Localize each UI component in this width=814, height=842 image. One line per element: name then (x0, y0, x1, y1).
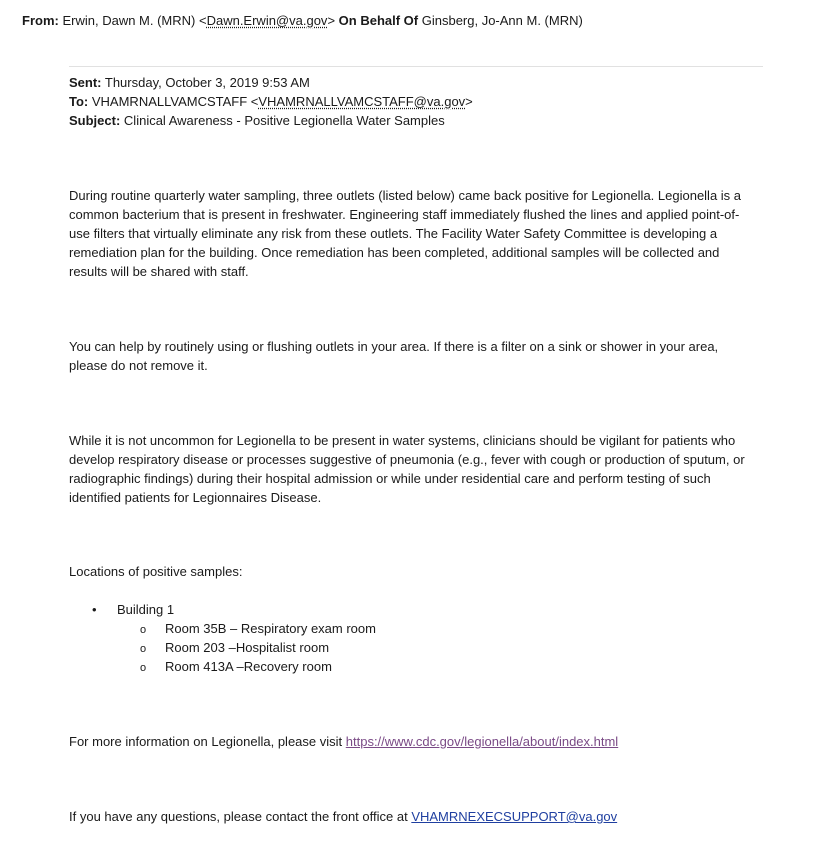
subject-row (69, 111, 473, 130)
paragraph-sampling: During routine quarterly water sampling, three outlets (listed below) came back positive for Legionella. Legionella is a common bacterium that is present in freshwater. Engineering staff immediately flushed the lines and applied point-of-use filters that virtually eliminate any risk from these outlets. The Facility Water Safety Committee is developing a remediation plan for the building. Once remediation has been completed, additional samples will be collected and results will be shared with staff. (69, 188, 742, 279)
sent-value: Thursday, October 3, 2019 9:53 AM (104, 75, 310, 90)
sent-row (69, 73, 473, 92)
circle-bullet-icon: o (140, 624, 147, 636)
from-label: From: (22, 13, 59, 28)
room-label: Room 203 –Hospitalist room (165, 640, 330, 655)
from-email-close: > (327, 13, 336, 28)
to-email[interactable]: VHAMRNALLVAMCSTAFF@va.gov (258, 94, 466, 109)
to-name: VHAMRNALLVAMCSTAFF < (91, 94, 259, 109)
circle-bullet-icon: o (140, 643, 147, 655)
room-item (140, 657, 332, 678)
from-email[interactable]: Dawn.Erwin@va.gov (206, 13, 328, 28)
to-email-close: > (465, 94, 473, 109)
email-headers (69, 73, 473, 130)
exec-support-email-link[interactable]: VHAMRNEXECSUPPORT@va.gov (411, 809, 618, 824)
subject-value: Clinical Awareness - Positive Legionella Water Samples (123, 113, 445, 128)
header-divider (69, 66, 763, 67)
building-label: Building 1 (117, 602, 175, 617)
from-name: Erwin, Dawn M. (MRN) < (62, 13, 207, 28)
circle-bullet-icon: o (140, 662, 147, 674)
more-info-line (69, 732, 759, 751)
paragraph-help: You can help by routinely using or flushing outlets in your area. If there is a filter on a sink or shower in your area, please do not remove it. (69, 339, 719, 373)
to-label: To: (69, 94, 89, 109)
paragraph-clinicians: While it is not uncommon for Legionella to be present in water systems, clinicians should be vigilant for patients who develop respiratory disease or processes suggestive of pneumonia (e.g., fever with cough or production of sputum, or radiographic findings) during their hospital admission or while under residential care and perform testing of such identified patients for Legionnaires Disease. (69, 433, 745, 505)
to-row (69, 92, 473, 111)
subject-label: Subject: (69, 113, 121, 128)
from-line (22, 12, 583, 29)
room-item (140, 619, 376, 640)
room-label: Room 413A –Recovery room (165, 659, 332, 674)
cdc-link[interactable]: https://www.cdc.gov/legionella/about/index.html (345, 734, 619, 749)
bullet-dot-icon: • (92, 602, 97, 617)
on-behalf-label: On Behalf Of (338, 13, 419, 28)
locations-heading: Locations of positive samples: (69, 564, 243, 579)
more-info-text: For more information on Legionella, please visit (69, 734, 346, 749)
contact-line (69, 807, 759, 826)
on-behalf-name: Ginsberg, Jo-Ann M. (MRN) (421, 13, 583, 28)
sent-label: Sent: (69, 75, 102, 90)
building-bullet (92, 600, 174, 619)
contact-text: If you have any questions, please contact the front office at (69, 809, 412, 824)
room-label: Room 35B – Respiratory exam room (165, 621, 376, 636)
room-item (140, 638, 329, 659)
